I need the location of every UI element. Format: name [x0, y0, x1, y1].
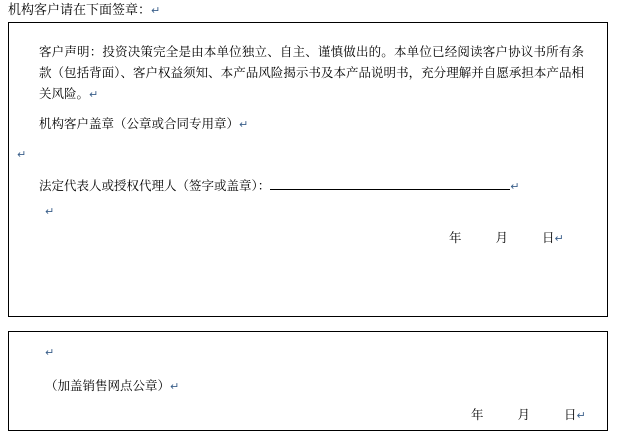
institution-seal-line [39, 113, 559, 135]
date-day-label: 日 [564, 407, 577, 422]
paragraph-mark-icon: ↵ [89, 88, 99, 101]
date-day-label: 日 [542, 230, 555, 245]
legal-representative-line [39, 175, 584, 197]
date-month-label: 月 [495, 230, 509, 245]
paragraph-mark-icon: ↵ [45, 205, 55, 218]
date-year-label: 年 [449, 230, 462, 245]
stamp-note-line [45, 375, 179, 397]
stamp-note-text: （加盖销售网点公章） [45, 378, 171, 393]
page-heading [8, 2, 160, 20]
declaration-text: 客户声明：投资决策完全是由本单位独立、自主、谨慎做出的。本单位已经阅读客户协议书所有条款（包括背面）、客户权益须知、本产品风险揭示书及本产品说明书，充分理解并自愿承担本产品相关风险。 [39, 44, 584, 101]
paragraph-mark-icon: ↵ [576, 409, 586, 422]
date-line-stamp [471, 404, 586, 426]
paragraph-mark-icon: ↵ [45, 346, 55, 359]
paragraph-mark-icon: ↵ [170, 380, 180, 393]
legal-representative-label: 法定代表人或授权代理人（签字或盖章）： [39, 178, 271, 193]
institution-seal-label: 机构客户盖章（公章或合同专用章） [39, 116, 240, 131]
paragraph-mark-icon: ↵ [554, 232, 564, 245]
date-line-main [449, 227, 564, 249]
paragraph-mark-icon: ↵ [510, 180, 520, 193]
signature-field[interactable] [270, 176, 510, 190]
customer-declaration-box [8, 22, 608, 317]
paragraph-mark-icon: ↵ [151, 4, 161, 17]
date-year-label: 年 [471, 407, 484, 422]
declaration-paragraph [39, 41, 584, 105]
page-heading-text: 机构客户请在下面签章： [8, 3, 152, 18]
date-month-label: 月 [517, 407, 531, 422]
paragraph-mark-icon: ↵ [17, 148, 27, 161]
paragraph-mark-icon: ↵ [239, 118, 249, 131]
sales-outlet-stamp-box [8, 331, 608, 431]
